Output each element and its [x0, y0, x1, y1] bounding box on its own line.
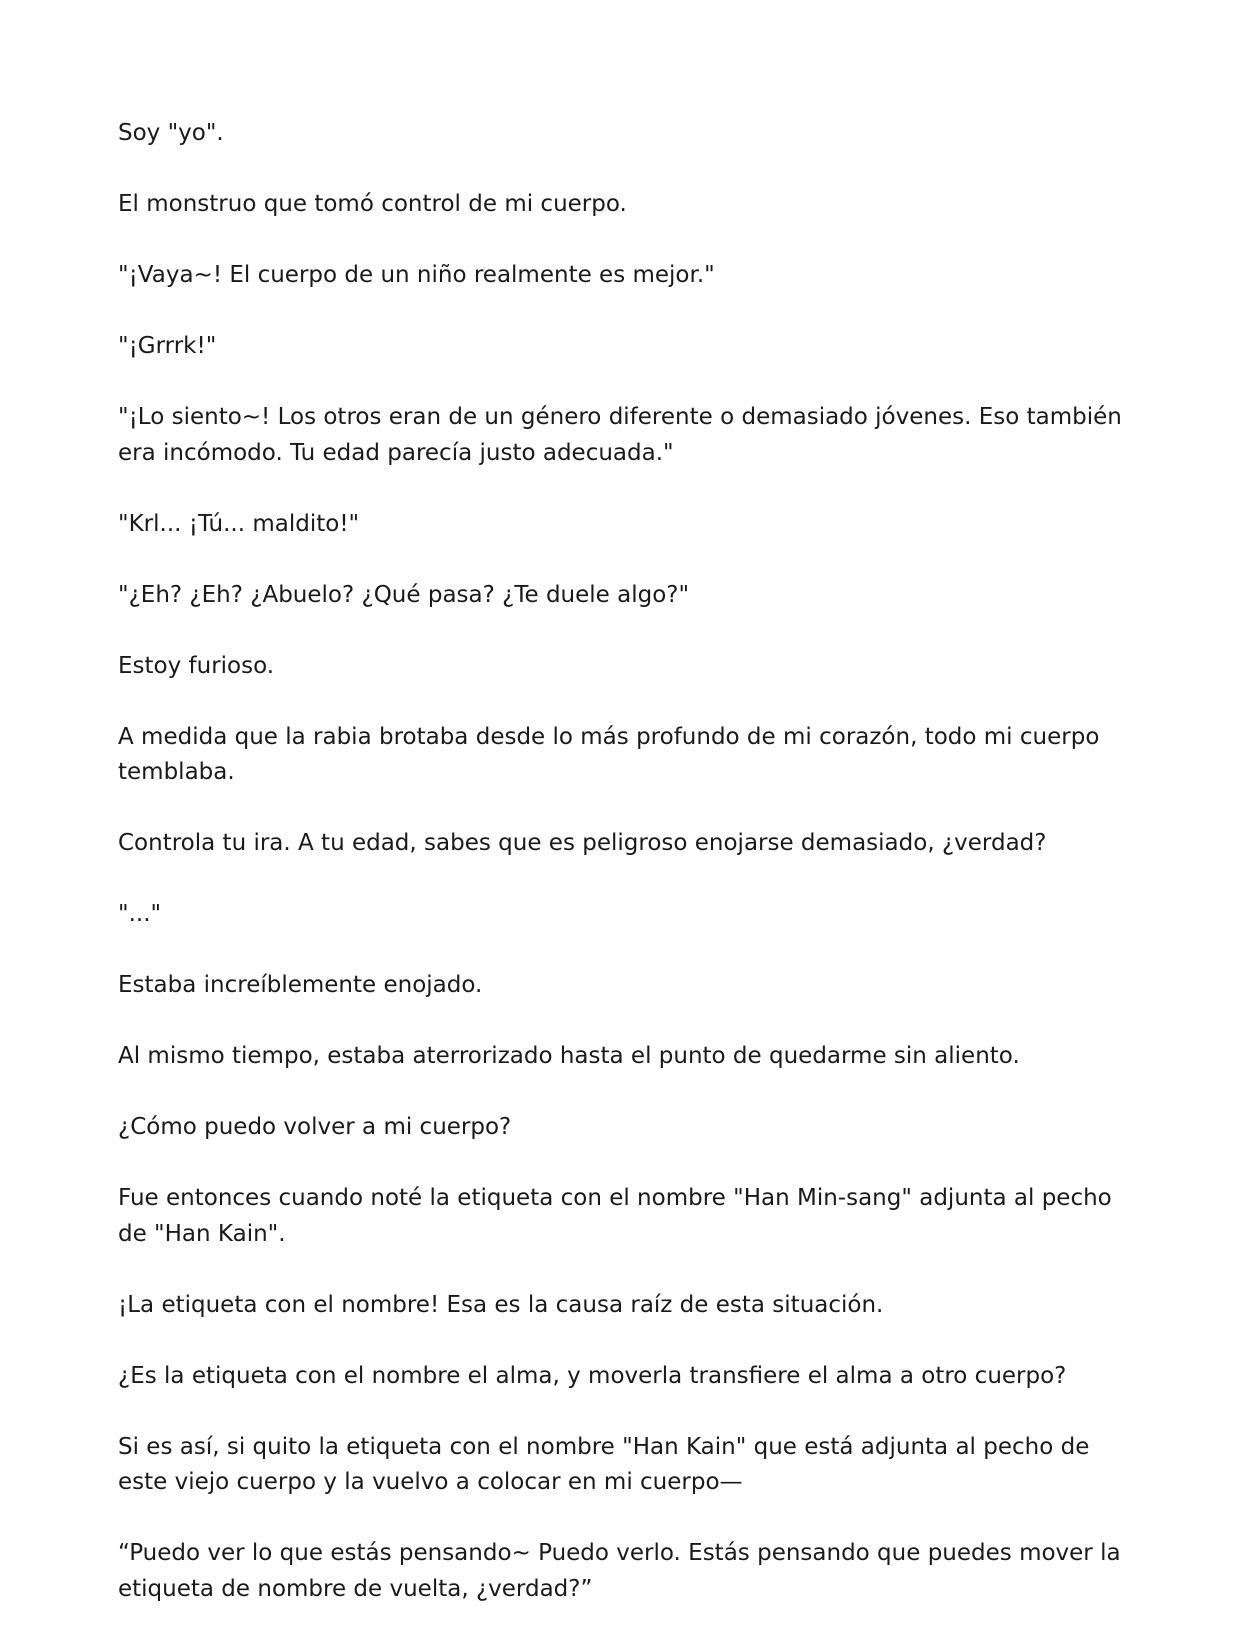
- document-page: [118, 116, 1128, 1643]
- paragraph: "Krl... ¡Tú... maldito!": [118, 510, 360, 537]
- paragraph: Si es así, si quito la etiqueta con el nombre "Han Kain" que está adjunta al pecho de este viejo cuerpo y la vuelvo a colocar en mi cuerpo—: [118, 1433, 1090, 1495]
- paragraph: A medida que la rabia brotaba desde lo más profundo de mi corazón, todo mi cuerpo temblaba.: [118, 723, 1100, 785]
- paragraph: ¡La etiqueta con el nombre! Esa es la causa raíz de esta situación.: [118, 1291, 884, 1318]
- paragraph: "¿Eh? ¿Eh? ¿Abuelo? ¿Qué pasa? ¿Te duele algo?": [118, 581, 690, 608]
- paragraph: "¡Grrrk!": [118, 333, 217, 359]
- paragraph: Estoy furioso.: [118, 652, 275, 679]
- paragraph: Estaba increíblemente enojado.: [118, 972, 483, 998]
- paragraph: "¡Vaya~! El cuerpo de un niño realmente es mejor.": [118, 262, 715, 288]
- paragraph: Controla tu ira. A tu edad, sabes que es peligroso enojarse demasiado, ¿verdad?: [118, 830, 1047, 856]
- paragraph: ¿Cómo puedo volver a mi cuerpo?: [118, 1114, 512, 1140]
- paragraph: El monstruo que tomó control de mi cuerpo.: [118, 191, 627, 217]
- paragraph: Soy "yo".: [118, 120, 224, 146]
- paragraph: "...": [118, 901, 162, 927]
- paragraph: ¿Es la etiqueta con el nombre el alma, y moverla transfiere el alma a otro cuerpo?: [118, 1362, 1067, 1389]
- paragraph: Al mismo tiempo, estaba aterrorizado hasta el punto de quedarme sin aliento.: [118, 1043, 1020, 1069]
- paragraph: “Puedo ver lo que estás pensando~ Puedo verlo. Estás pensando que puedes mover la etiqueta de nombre de vuelta, ¿verdad?”: [118, 1540, 1121, 1602]
- paragraph: "¡Lo siento~! Los otros eran de un género diferente o demasiado jóvenes. Eso también era incómodo. Tu edad parecía justo adecuada.": [118, 404, 1122, 466]
- paragraph: Fue entonces cuando noté la etiqueta con el nombre "Han Min-sang" adjunta al pecho de "Han Kain".: [118, 1185, 1112, 1247]
